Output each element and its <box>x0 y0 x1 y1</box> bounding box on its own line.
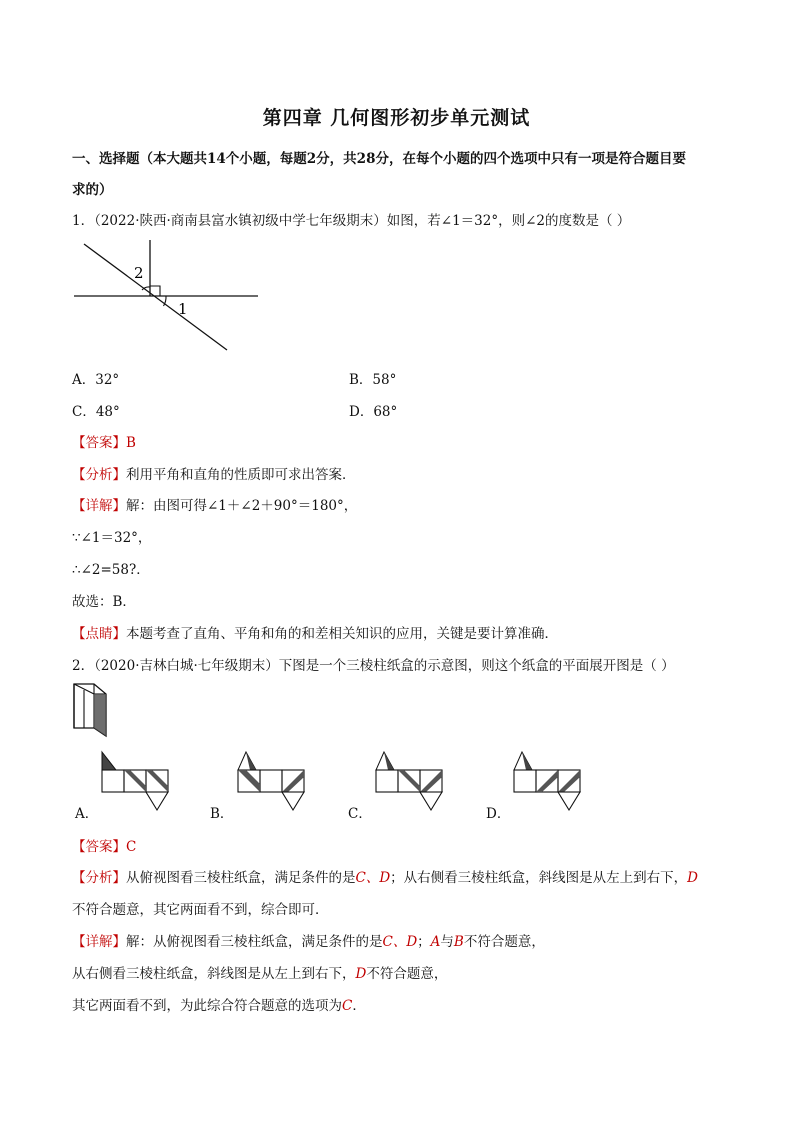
q2-net-option-b <box>234 750 306 812</box>
q1-option-c: C．48° <box>72 404 120 420</box>
section-header-line1: 一、选择题（本大题共14个小题，每题2分，共28分，在每个小题的四个选项中只有一项是符合题目要 <box>72 151 686 167</box>
q1-option-a: A．32° <box>72 372 120 388</box>
q2-detail-line <box>72 930 545 950</box>
q1-angle-figure <box>70 238 260 353</box>
q2-analysis-line2: 不符合题意，其它两面看不到，综合即可． <box>72 902 329 918</box>
q1-option-d: D．68° <box>349 404 398 420</box>
q2-answer-line <box>72 835 136 855</box>
q2-analysis-var: C、D <box>355 870 391 886</box>
q1-detail: 解：由图可得∠1＋∠2＋90°＝180°， <box>126 498 358 514</box>
section-header-line2: 求的） <box>72 182 113 198</box>
q1-answer: B <box>126 435 136 451</box>
q2-detail-text: 其它两面看不到，为此综合符合题意的选项为 <box>72 998 342 1014</box>
q2-detail-line2 <box>72 962 447 982</box>
q2-net-option-a <box>98 750 170 812</box>
q1-comment: 本题考查了直角、平角和角的和差相关知识的应用，关键是要计算准确． <box>126 626 558 642</box>
q2-analysis-var: D <box>687 870 698 886</box>
q2-analysis-line <box>72 866 698 886</box>
q2-prism-figure <box>72 682 108 738</box>
q2-detail-var: C <box>342 998 353 1014</box>
q1-analysis: 利用平角和直角的性质即可求出答案． <box>126 467 356 483</box>
q2-detail-line3 <box>72 994 366 1014</box>
q1-conclusion: 故选：B． <box>72 594 136 610</box>
q2-detail-text: 不符合题意， <box>366 966 448 982</box>
detail-tag: 【详解】 <box>72 498 126 514</box>
q2-detail-var: B <box>453 934 464 950</box>
q1-option-b: B．58° <box>349 372 397 388</box>
page-title: 第四章 几何图形初步单元测试 <box>262 107 531 129</box>
q2-analysis-text: 从俯视图看三棱柱纸盒，满足条件的是 <box>126 870 356 886</box>
q2-detail-var: C、D <box>382 934 418 950</box>
q1-detail-line <box>72 494 357 514</box>
q2-net-option-c <box>372 750 444 812</box>
answer-tag: 【答案】 <box>72 435 126 451</box>
detail-tag: 【详解】 <box>72 934 126 950</box>
q2-detail-var: D <box>355 966 367 982</box>
q2-option-d-label: D． <box>486 806 511 822</box>
q1-stem: 1．（2022·陕西·商南县富水镇初级中学七年级期末）如图，若∠1＝32°，则∠2的度数是（ ） <box>72 213 631 229</box>
q2-net-option-d <box>510 750 582 812</box>
q2-stem: 2．（2020·吉林白城·七年级期末）下图是一个三棱柱纸盒的示意图，则这个纸盒的平面展开图是（ ） <box>72 658 675 674</box>
q1-step1: ∵∠1＝32°， <box>72 530 152 546</box>
q2-detail-text: ； <box>417 934 431 950</box>
q2-option-c-label: C． <box>348 806 372 822</box>
q2-detail-text: 与 <box>440 934 454 950</box>
q2-analysis-text: ；从右侧看三棱柱纸盒，斜线图是从左上到右下， <box>390 870 688 886</box>
q1-step2: ∴∠2=58?． <box>72 562 150 578</box>
analysis-tag: 【分析】 <box>72 870 126 886</box>
q2-detail-text: 从右侧看三棱柱纸盒，斜线图是从左上到右下， <box>72 966 356 982</box>
analysis-tag: 【分析】 <box>72 467 126 483</box>
q1-comment-line <box>72 622 558 642</box>
q1-answer-line <box>72 431 136 451</box>
q1-analysis-line <box>72 463 356 483</box>
q2-option-b-label: B． <box>210 806 234 822</box>
q2-detail-text: ． <box>352 998 366 1014</box>
q1-angle2-label: 2 <box>134 264 144 282</box>
q1-angle1-label: 1 <box>178 300 188 318</box>
answer-tag: 【答案】 <box>72 839 126 855</box>
q2-detail-var: A <box>430 934 441 950</box>
q2-answer: C <box>126 839 137 855</box>
q2-detail-text: 解：从俯视图看三棱柱纸盒，满足条件的是 <box>126 934 383 950</box>
q2-option-a-label: A． <box>75 806 99 822</box>
comment-tag: 【点睛】 <box>72 626 126 642</box>
q2-detail-text: 不符合题意， <box>463 934 545 950</box>
